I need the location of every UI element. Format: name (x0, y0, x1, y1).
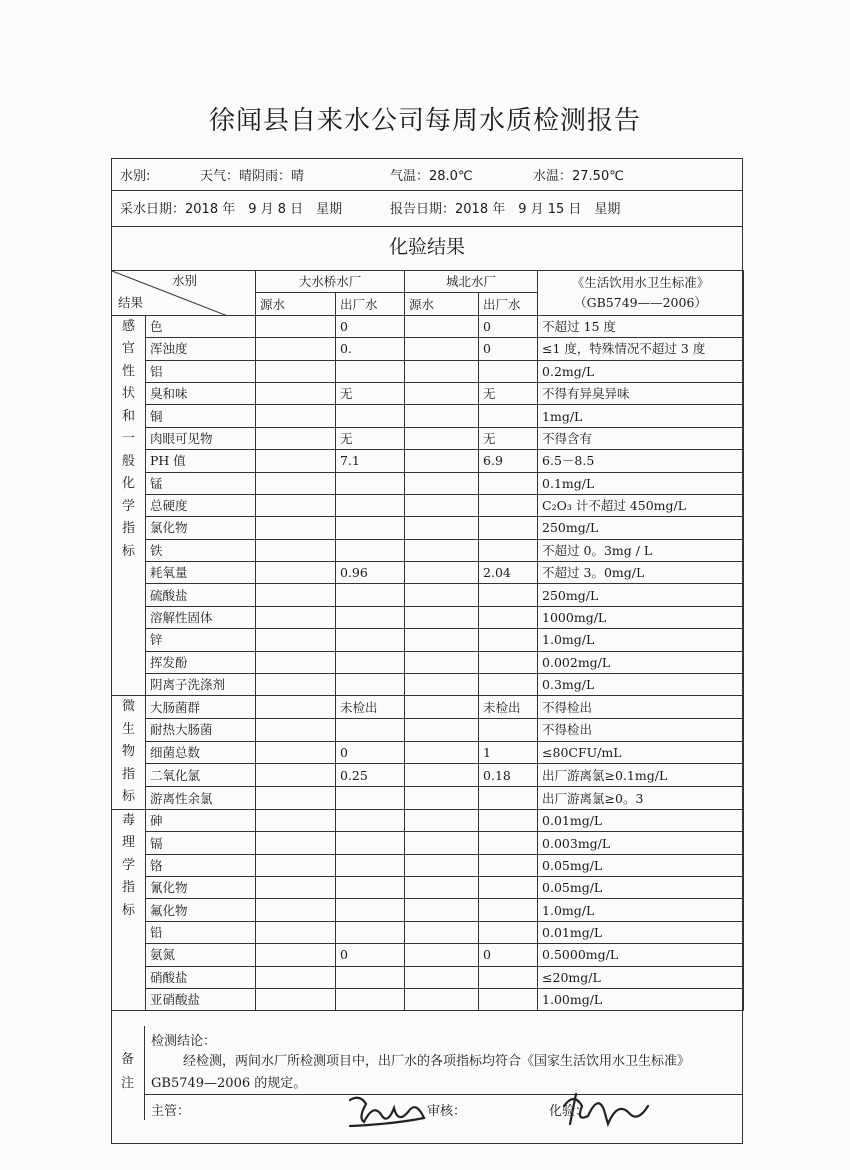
standard-limit: 0.2mg/L (538, 360, 744, 382)
item-name: 硫酸盐 (146, 584, 256, 606)
plant2-source (405, 674, 479, 696)
plant2-source (405, 787, 479, 810)
item-name: 镉 (146, 832, 256, 854)
plant1-outlet: 0.96 (336, 562, 405, 584)
plant2-source (405, 696, 479, 719)
conclusion-text: 经检测，两间水厂所检测项目中，出厂水的各项指标均符合《国家生活饮用水卫生标准》 (183, 1054, 691, 1069)
table-row (112, 584, 744, 606)
table-row (112, 877, 744, 899)
plant2-outlet (479, 809, 538, 831)
plant1-source (256, 606, 336, 628)
plant1-outlet (336, 921, 405, 943)
plant1-source (256, 899, 336, 921)
standard-limit: 0.01mg/L (538, 921, 744, 943)
item-name: 氨氮 (146, 944, 256, 966)
plant1-outlet: 0.25 (336, 764, 405, 787)
plant1-source (256, 877, 336, 899)
reviewer-signature (344, 1090, 436, 1130)
standard-limit: 0.05mg/L (538, 877, 744, 899)
plant2-outlet (479, 877, 538, 899)
plant1-source (256, 651, 336, 673)
plant2-outlet (479, 674, 538, 696)
standard-limit: 0.5000mg/L (538, 944, 744, 966)
plant1-source (256, 517, 336, 539)
standard-limit: 出厂游离氯≥0.1mg/L (538, 764, 744, 787)
plant2-source (405, 584, 479, 606)
plant1-source (256, 562, 336, 584)
table-row (112, 382, 744, 404)
plant2-source (405, 472, 479, 494)
page-title: 徐闻县自来水公司每周水质检测报告 (208, 106, 641, 136)
item-name: PH 值 (146, 450, 256, 472)
item-name: 二氧化氯 (146, 764, 256, 787)
standard-limit: 1.0mg/L (538, 899, 744, 921)
supervisor-label: 主管： (151, 1104, 191, 1119)
item-name: 臭和味 (146, 382, 256, 404)
diagonal-header (112, 271, 256, 316)
tester-label: 化验： (549, 1104, 589, 1119)
plant2-source (405, 427, 479, 449)
standard-header (538, 271, 744, 316)
plant2-source (405, 539, 479, 561)
standard-limit: 出厂游离氯≥0。3 (538, 787, 744, 810)
plant2-source (405, 854, 479, 876)
standard-limit: ≤1 度，特殊情况不超过 3 度 (538, 338, 744, 360)
plant2-source (405, 741, 479, 764)
plant1-source (256, 989, 336, 1011)
plant1-source (256, 854, 336, 876)
section-title: 化验结果 (388, 236, 465, 258)
standard-limit: 1.0mg/L (538, 629, 744, 651)
plant1-outlet (336, 472, 405, 494)
plant1-source (256, 764, 336, 787)
plant2-source (405, 989, 479, 1011)
item-name: 硝酸盐 (146, 966, 256, 988)
table-row (112, 338, 744, 360)
plant1-outlet (336, 877, 405, 899)
item-name: 铜 (146, 405, 256, 427)
table-row (112, 854, 744, 876)
remarks-char: 备注 (120, 1052, 134, 1091)
plant2-source (405, 315, 479, 337)
plant2-outlet: 6.9 (479, 450, 538, 472)
category-cell (112, 315, 146, 696)
plant2-outlet (479, 606, 538, 628)
table-row (112, 787, 744, 810)
table-row (112, 921, 744, 943)
plant2-outlet (479, 989, 538, 1011)
plant2-source (405, 382, 479, 404)
item-name: 耐热大肠菌 (146, 719, 256, 742)
plant1-source (256, 944, 336, 966)
plant2-outlet (479, 719, 538, 742)
plant1-source (256, 741, 336, 764)
plant2-outlet: 无 (479, 382, 538, 404)
plant1-source (256, 338, 336, 360)
standard-limit: 250mg/L (538, 584, 744, 606)
plant1-outlet (336, 405, 405, 427)
plant1-outlet (336, 989, 405, 1011)
table-row (112, 606, 744, 628)
plant1-source (256, 584, 336, 606)
item-name: 砷 (146, 809, 256, 831)
standard-limit: 1mg/L (538, 405, 744, 427)
item-name: 溶解性固体 (146, 606, 256, 628)
plant2-outlet (479, 405, 538, 427)
plant2-source (405, 651, 479, 673)
table-row (112, 809, 744, 831)
plant1-outlet: 7.1 (336, 450, 405, 472)
category-cell (112, 696, 146, 810)
plant1-source (256, 405, 336, 427)
item-name: 挥发酚 (146, 651, 256, 673)
plant1-outlet: 无 (336, 427, 405, 449)
table-row (112, 696, 744, 719)
water-type-label: 水别: (120, 169, 151, 184)
plant2-outlet (479, 854, 538, 876)
plant1-source (256, 494, 336, 516)
divider (111, 226, 743, 227)
table-row (112, 360, 744, 382)
plant1-source (256, 809, 336, 831)
plant2-source (405, 360, 479, 382)
table-row (112, 764, 744, 787)
standard-limit: ≤80CFU/mL (538, 741, 744, 764)
category-label: 微生物指标 (121, 699, 135, 805)
plant2-outlet: 1 (479, 741, 538, 764)
plant1-outlet: 0 (336, 741, 405, 764)
plant1-outlet: 0. (336, 338, 405, 360)
plant1-source (256, 472, 336, 494)
item-name: 铅 (146, 921, 256, 943)
item-name: 耗氧量 (146, 562, 256, 584)
plant1-outlet (336, 629, 405, 651)
table-row (112, 741, 744, 764)
plant2-source (405, 764, 479, 787)
plant1-outlet: 0 (336, 315, 405, 337)
plant1-source (256, 315, 336, 337)
table-row (112, 944, 744, 966)
plant2-outlet (479, 921, 538, 943)
result-header: 结果 (118, 295, 144, 310)
table-row (112, 719, 744, 742)
item-name: 氟化物 (146, 899, 256, 921)
standard-limit: 1.00mg/L (538, 989, 744, 1011)
plant2-source (405, 338, 479, 360)
standard-limit: 0.3mg/L (538, 674, 744, 696)
category-cell (112, 809, 146, 1011)
standard-code: （GB5749——2006） (574, 294, 707, 310)
standard-limit: ≤20mg/L (538, 966, 744, 988)
standard-limit: 0.1mg/L (538, 472, 744, 494)
plant2-outlet: 0 (479, 944, 538, 966)
plant2-outlet (479, 966, 538, 988)
conclusion-label: 检测结论： (151, 1034, 217, 1049)
plant2-outlet-header: 出厂水 (479, 293, 538, 315)
standard-limit: 不超过 15 度 (538, 315, 744, 337)
plant1-source (256, 360, 336, 382)
table-row (112, 651, 744, 673)
item-name: 浑浊度 (146, 338, 256, 360)
plant1-outlet (336, 360, 405, 382)
table-row (112, 899, 744, 921)
plant2-source (405, 832, 479, 854)
standard-limit: 1000mg/L (538, 606, 744, 628)
plant1-outlet (336, 899, 405, 921)
conclusion-text-continued: GB5749—2006 的规定。 (151, 1076, 307, 1091)
plant2-outlet (479, 517, 538, 539)
item-name: 锌 (146, 629, 256, 651)
standard-limit: 0.05mg/L (538, 854, 744, 876)
plant2-source (405, 405, 479, 427)
table-row (112, 472, 744, 494)
plant2-outlet (479, 787, 538, 810)
plant1-outlet-header: 出厂水 (336, 293, 405, 315)
item-name: 细菌总数 (146, 741, 256, 764)
table-row (112, 405, 744, 427)
item-name: 锰 (146, 472, 256, 494)
plant2-outlet: 0 (479, 315, 538, 337)
standard-limit: 不得有异臭异味 (538, 382, 744, 404)
item-name: 氰化物 (146, 877, 256, 899)
category-label: 感官性状和一般化学指标 (121, 318, 135, 559)
plant2-header: 城北水厂 (405, 271, 538, 293)
plant1-source (256, 629, 336, 651)
tester-signature (556, 1088, 656, 1128)
plant2-source (405, 719, 479, 742)
item-name: 铝 (146, 360, 256, 382)
table-row (112, 674, 744, 696)
category-label: 毒理学指标 (121, 812, 135, 918)
plant1-outlet: 未检出 (336, 696, 405, 719)
standard-limit: 不得检出 (538, 719, 744, 742)
plant2-outlet: 0 (479, 338, 538, 360)
plant1-outlet (336, 651, 405, 673)
table-row (112, 494, 744, 516)
standard-limit: 0.003mg/L (538, 832, 744, 854)
plant2-outlet (479, 494, 538, 516)
plant1-source (256, 719, 336, 742)
plant2-outlet: 2.04 (479, 562, 538, 584)
plant2-outlet (479, 651, 538, 673)
item-name: 肉眼可见物 (146, 427, 256, 449)
plant1-outlet: 无 (336, 382, 405, 404)
air-temperature: 气温：28.0℃ (390, 169, 473, 184)
plant1-source (256, 674, 336, 696)
table-row (112, 966, 744, 988)
results-body (112, 315, 744, 1011)
item-name: 总硬度 (146, 494, 256, 516)
plant2-source (405, 809, 479, 831)
report-date: 报告日期：2018 年 9 月 15 日 星期 (390, 202, 621, 217)
plant1-header: 大水桥水厂 (256, 271, 405, 293)
item-name: 游离性余氯 (146, 787, 256, 810)
plant2-outlet (479, 539, 538, 561)
standard-limit: C₂O₃ 计不超过 450mg/L (538, 494, 744, 516)
plant1-source (256, 539, 336, 561)
plant2-outlet (479, 584, 538, 606)
reviewer-label: 审核： (427, 1104, 467, 1119)
plant2-outlet (479, 472, 538, 494)
plant2-source (405, 629, 479, 651)
plant2-source (405, 562, 479, 584)
plant1-outlet: 0 (336, 944, 405, 966)
table-row (112, 629, 744, 651)
table-row (112, 562, 744, 584)
plant1-source (256, 787, 336, 810)
plant2-outlet (479, 899, 538, 921)
plant1-outlet (336, 539, 405, 561)
plant1-source (256, 832, 336, 854)
plant2-source (405, 517, 479, 539)
item-name: 色 (146, 315, 256, 337)
plant2-outlet (479, 832, 538, 854)
plant1-source (256, 427, 336, 449)
plant1-outlet (336, 494, 405, 516)
item-name: 阴离子洗涤剂 (146, 674, 256, 696)
remarks-category (111, 1026, 145, 1120)
plant1-outlet (336, 787, 405, 810)
standard-limit: 不超过 3。0mg/L (538, 562, 744, 584)
plant2-outlet (479, 629, 538, 651)
standard-limit: 不得检出 (538, 696, 744, 719)
plant1-outlet (336, 854, 405, 876)
results-table (111, 270, 744, 1011)
plant1-outlet (336, 584, 405, 606)
table-row (112, 450, 744, 472)
water-temperature: 水温：27.50℃ (533, 169, 624, 184)
item-name: 铬 (146, 854, 256, 876)
weather: 天气：晴阴雨：晴 (200, 169, 305, 184)
plant1-source (256, 921, 336, 943)
plant2-source (405, 877, 479, 899)
table-row (112, 427, 744, 449)
item-name: 大肠菌群 (146, 696, 256, 719)
standard-limit: 250mg/L (538, 517, 744, 539)
standard-limit: 不超过 0。3mg / L (538, 539, 744, 561)
plant1-outlet (336, 832, 405, 854)
divider (111, 190, 743, 191)
standard-limit: 0.01mg/L (538, 809, 744, 831)
plant1-outlet (336, 809, 405, 831)
standard-limit: 6.5－8.5 (538, 450, 744, 472)
table-row (112, 989, 744, 1011)
table-row (112, 517, 744, 539)
standard-limit: 0.002mg/L (538, 651, 744, 673)
table-row (112, 832, 744, 854)
plant1-source-header: 源水 (256, 293, 336, 315)
item-name: 亚硝酸盐 (146, 989, 256, 1011)
sampling-date: 采水日期：2018 年 9 月 8 日 星期 (120, 202, 343, 217)
plant2-source (405, 494, 479, 516)
plant2-source (405, 966, 479, 988)
plant1-outlet (336, 719, 405, 742)
plant2-outlet (479, 360, 538, 382)
table-row (112, 539, 744, 561)
plant1-source (256, 966, 336, 988)
plant1-outlet (336, 674, 405, 696)
plant2-source (405, 944, 479, 966)
standard-title: 《生活饮用水卫生标准》 (571, 274, 710, 290)
plant2-outlet: 未检出 (479, 696, 538, 719)
water-type-header: 水别 (172, 273, 198, 288)
plant1-source (256, 696, 336, 719)
table-row (112, 315, 744, 337)
plant1-outlet (336, 606, 405, 628)
item-name: 铁 (146, 539, 256, 561)
plant1-source (256, 450, 336, 472)
plant2-source (405, 899, 479, 921)
plant2-source-header: 源水 (405, 293, 479, 315)
plant1-outlet (336, 517, 405, 539)
plant1-outlet (336, 966, 405, 988)
plant2-source (405, 450, 479, 472)
plant2-source (405, 606, 479, 628)
plant1-source (256, 382, 336, 404)
plant2-outlet: 0.18 (479, 764, 538, 787)
item-name: 氯化物 (146, 517, 256, 539)
plant2-outlet: 无 (479, 427, 538, 449)
standard-limit: 不得含有 (538, 427, 744, 449)
plant2-source (405, 921, 479, 943)
